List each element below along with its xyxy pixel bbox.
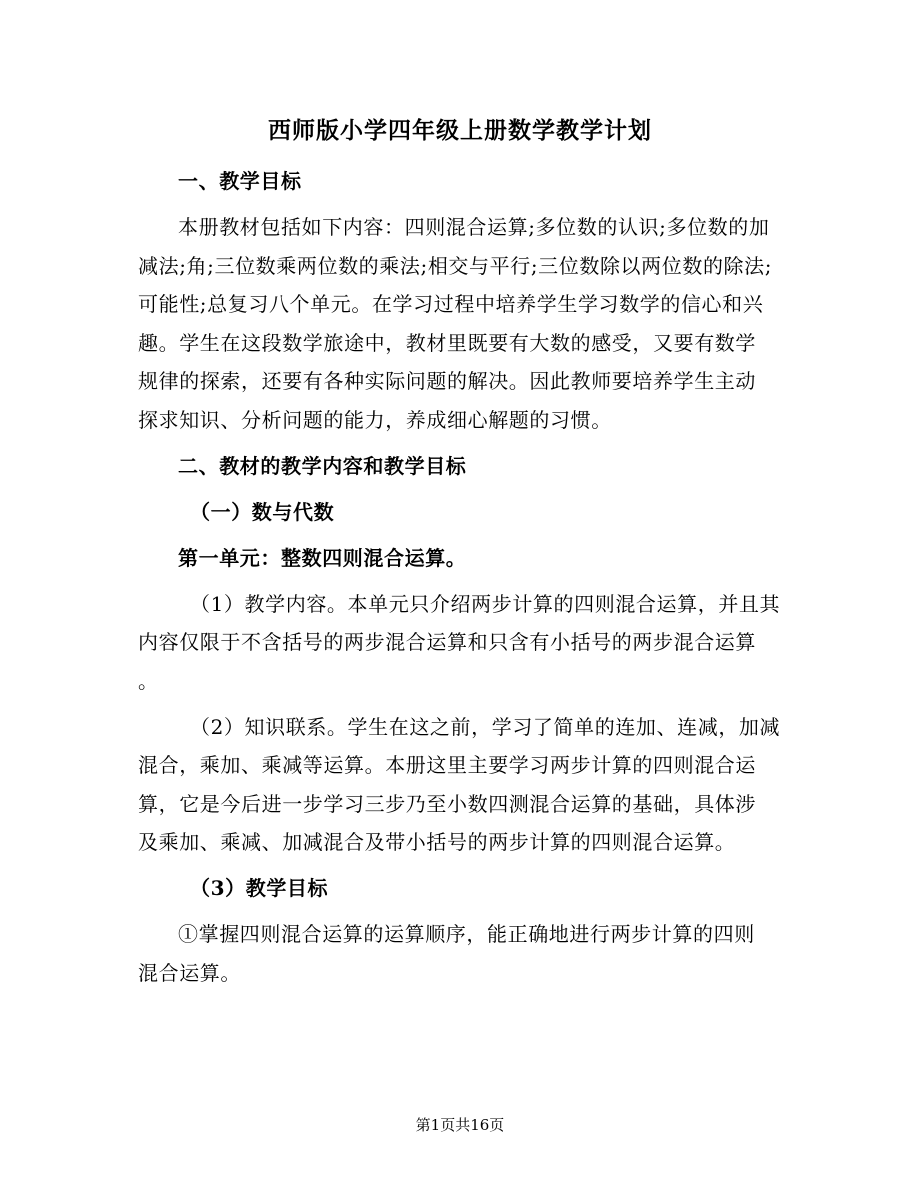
section-heading-goals: 一、教学目标: [178, 169, 302, 193]
paragraph-line: 内容仅限于不含括号的两步混合运算和只含有小括号的两步混合运算: [138, 630, 756, 654]
paragraph-line: 规律的探索，还要有各种实际问题的解决。因此教师要培养学生主动: [138, 369, 756, 393]
unit-heading: 第一单元：整数四则混合运算。: [178, 545, 467, 570]
paragraph-line: 及乘加、乘减、加减混合及带小括号的两步计算的四则混合运算。: [138, 830, 736, 854]
paragraph-line: 可能性;总复习八个单元。在学习过程中培养学生学习数学的信心和兴: [138, 292, 764, 316]
section-heading-content: 二、教材的教学内容和教学目标: [178, 453, 467, 478]
page-title: 西师版小学四年级上册数学教学计划: [268, 117, 652, 144]
paragraph-line: 混合，乘加、乘减等运算。本册这里主要学习两步计算的四则混合运: [138, 753, 756, 777]
paragraph-line: ①掌握四则混合运算的运算顺序，能正确地进行两步计算的四则: [178, 922, 755, 946]
paragraph-line: （2）知识联系。学生在这之前，学习了简单的连加、连减，加减: [190, 714, 781, 739]
paragraph-line: 趣。学生在这段数学旅途中，教材里既要有大数的感受，又要有数学: [138, 330, 756, 355]
paragraph-line: 减法;角;三位数乘两位数的乘法;相交与平行;三位数除以两位数的除法;: [138, 253, 773, 278]
paragraph-line: 探求知识、分析问题的能力，养成细心解题的习惯。: [138, 407, 612, 432]
document-body: [138, 162, 782, 992]
page-number: 第1页共16页: [415, 1116, 505, 1134]
paragraph-line: （1）教学内容。本单元只介绍两步计算的四则混合运算，并且其: [190, 591, 781, 616]
sub-heading-algebra: （一）数与代数: [190, 499, 335, 524]
paragraph-line: 算，它是今后进一步学习三步乃至小数四测混合运算的基础，具体涉: [138, 791, 756, 816]
paragraph-line: 。: [138, 668, 159, 693]
paragraph-line: 混合运算。: [138, 960, 241, 985]
goal-heading: （3）教学目标: [190, 876, 329, 900]
paragraph-line: 本册教材包括如下内容：四则混合运算;多位数的认识;多位数的加: [178, 215, 770, 239]
